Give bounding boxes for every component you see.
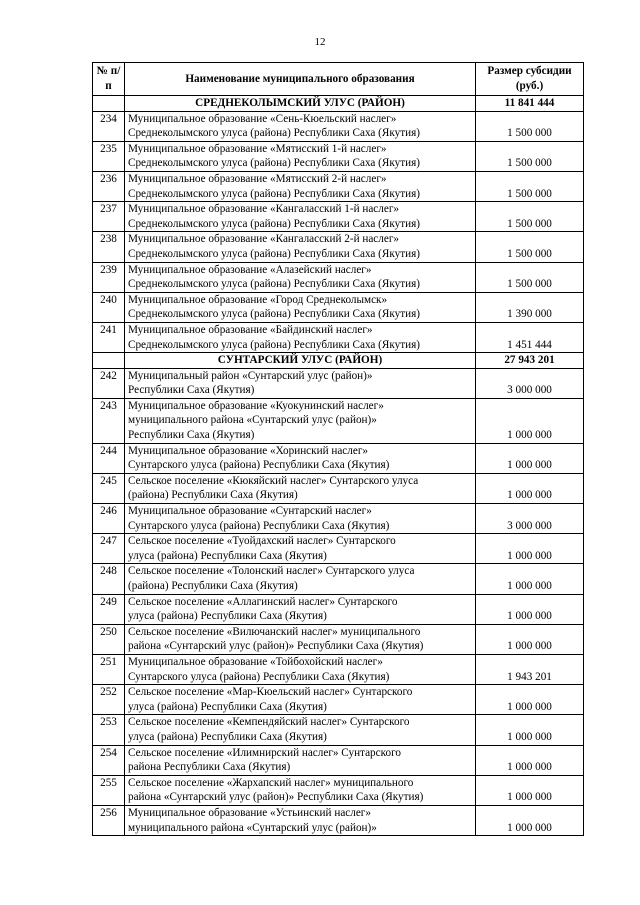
name-line: Сельское поселение «Мар-Кюельский наслег» Сунтарского — [128, 686, 413, 699]
name-line: Муниципальное образование «Мятисский 2-й наслег» — [128, 172, 387, 185]
row-number: 235 — [93, 141, 125, 171]
municipality-name — [125, 685, 476, 715]
municipality-name — [125, 654, 476, 684]
table-row — [93, 594, 584, 624]
name-line: Сельское поселение «Илимнирский наслег» Сунтарского — [128, 746, 401, 759]
row-number: 246 — [93, 504, 125, 534]
row-number: 245 — [93, 473, 125, 503]
name-line: Муниципальное образование «Сень-Кюельский наслег» — [128, 112, 397, 125]
subsidy-amount: 1 500 000 — [476, 262, 584, 292]
table-row — [93, 202, 584, 232]
name-line: Муниципальное образование «Алазейский наслег» — [128, 263, 372, 276]
subsidy-amount: 1 451 444 — [476, 322, 584, 352]
name-line: Сунтарского улуса (района) Республики Саха (Якутия) — [128, 459, 390, 472]
row-number: 243 — [93, 398, 125, 443]
subsidy-amount: 1 000 000 — [476, 715, 584, 745]
municipality-name — [125, 232, 476, 262]
subsidy-amount: 1 500 000 — [476, 232, 584, 262]
name-line: Сунтарского улуса (района) Республики Саха (Якутия) — [128, 519, 390, 532]
name-line: Сунтарского улуса (района) Республики Саха (Якутия) — [128, 670, 390, 683]
subsidy-amount: 3 000 000 — [476, 368, 584, 398]
district-name: СРЕДНЕКОЛЫМСКИЙ УЛУС (РАЙОН) — [125, 96, 476, 112]
column-header-amount: Размер субсидии (руб.) — [476, 63, 584, 96]
table-row — [93, 564, 584, 594]
name-line: Республики Саха (Якутия) — [128, 429, 255, 442]
municipality-name — [125, 398, 476, 443]
name-line: Муниципальное образование «Байдинский наслег» — [128, 323, 373, 336]
municipality-name — [125, 141, 476, 171]
name-line: Муниципальное образование «Город Среднеколымск» — [128, 293, 388, 306]
district-row — [93, 353, 584, 369]
row-number: 250 — [93, 624, 125, 654]
page-number: 12 — [314, 36, 326, 48]
subsidy-amount: 3 000 000 — [476, 504, 584, 534]
name-line: улуса (района) Республики Саха (Якутия) — [128, 730, 327, 743]
subsidy-amount: 1 000 000 — [476, 443, 584, 473]
municipality-name — [125, 624, 476, 654]
name-line: Муниципальное образование «Устьинский наслег» — [128, 806, 371, 819]
table-row — [93, 685, 584, 715]
row-number: 241 — [93, 322, 125, 352]
table-row — [93, 504, 584, 534]
row-number: 247 — [93, 534, 125, 564]
column-header-number: № п/п — [93, 63, 125, 96]
municipality-name — [125, 473, 476, 503]
row-number: 251 — [93, 654, 125, 684]
name-line: Муниципальное образование «Тойбохойский наслег» — [128, 655, 383, 668]
row-number: 244 — [93, 443, 125, 473]
row-number: 252 — [93, 685, 125, 715]
subsidy-amount: 1 000 000 — [476, 745, 584, 775]
table-row — [93, 292, 584, 322]
name-line: Среднеколымского улуса (района) Республики Саха (Якутия) — [128, 247, 420, 260]
name-line: Муниципальный район «Сунтарский улус (район)» — [128, 369, 373, 382]
name-line: Среднеколымского улуса (района) Республики Саха (Якутия) — [128, 157, 420, 170]
name-line: района Республики Саха (Якутия) — [128, 761, 291, 774]
district-row — [93, 96, 584, 112]
row-number: 254 — [93, 745, 125, 775]
name-line: Муниципальное образование «Кангаласский 1-й наслег» — [128, 203, 400, 216]
name-line: Муниципальное образование «Сунтарский наслег» — [128, 505, 372, 518]
subsidy-amount: 1 000 000 — [476, 473, 584, 503]
district-total: 27 943 201 — [476, 353, 584, 369]
municipality-name — [125, 564, 476, 594]
name-line: Среднеколымского улуса (района) Республики Саха (Якутия) — [128, 217, 420, 230]
row-number: 256 — [93, 805, 125, 835]
subsidy-amount: 1 500 000 — [476, 171, 584, 201]
name-line: Сельское поселение «Толонский наслег» Сунтарского улуса — [128, 565, 415, 578]
name-line: улуса (района) Республики Саха (Якутия) — [128, 700, 327, 713]
table-row — [93, 262, 584, 292]
table-row — [93, 111, 584, 141]
table-row — [93, 443, 584, 473]
row-number: 255 — [93, 775, 125, 805]
name-line: Сельское поселение «Жархапский наслег» муниципального — [128, 776, 414, 789]
subsidy-amount: 1 000 000 — [476, 564, 584, 594]
table-row — [93, 473, 584, 503]
table-row — [93, 322, 584, 352]
municipality-name — [125, 322, 476, 352]
municipality-name — [125, 775, 476, 805]
subsidy-amount: 1 000 000 — [476, 805, 584, 835]
subsidy-amount: 1 000 000 — [476, 624, 584, 654]
column-header-name: Наименование муниципального образования — [125, 63, 476, 96]
name-line: муниципального района «Сунтарский улус (район)» — [128, 414, 377, 427]
name-line: улуса (района) Республики Саха (Якутия) — [128, 549, 327, 562]
subsidy-amount: 1 500 000 — [476, 111, 584, 141]
name-line: Муниципальное образование «Куокунинский наслег» — [128, 399, 384, 412]
row-number: 249 — [93, 594, 125, 624]
table-body — [93, 96, 584, 836]
subsidy-amount: 1 943 201 — [476, 654, 584, 684]
municipality-name — [125, 504, 476, 534]
municipality-name — [125, 594, 476, 624]
row-number: 238 — [93, 232, 125, 262]
row-number: 253 — [93, 715, 125, 745]
subsidy-amount: 1 390 000 — [476, 292, 584, 322]
subsidy-amount: 1 500 000 — [476, 202, 584, 232]
table-header-row — [93, 63, 584, 96]
name-line: улуса (района) Республики Саха (Якутия) — [128, 610, 327, 623]
district-name: СУНТАРСКИЙ УЛУС (РАЙОН) — [125, 353, 476, 369]
municipality-name — [125, 443, 476, 473]
table-row — [93, 141, 584, 171]
table-row — [93, 715, 584, 745]
table-row — [93, 171, 584, 201]
municipality-name — [125, 111, 476, 141]
district-number-cell — [93, 353, 125, 369]
municipality-name — [125, 202, 476, 232]
name-line: Среднеколымского улуса (района) Республики Саха (Якутия) — [128, 278, 420, 291]
name-line: Среднеколымского улуса (района) Республики Саха (Якутия) — [128, 338, 420, 351]
subsidy-table — [92, 62, 584, 836]
name-line: Муниципальное образование «Хоринский наслег» — [128, 444, 369, 457]
name-line: района «Сунтарский улус (район)» Республики Саха (Якутия) — [128, 640, 424, 653]
row-number: 237 — [93, 202, 125, 232]
subsidy-amount: 1 000 000 — [476, 685, 584, 715]
subsidy-amount: 1 500 000 — [476, 141, 584, 171]
municipality-name — [125, 715, 476, 745]
subsidy-amount: 1 000 000 — [476, 398, 584, 443]
name-line: Сельское поселение «Кемпендяйский наслег» Сунтарского — [128, 716, 410, 729]
municipality-name — [125, 262, 476, 292]
name-line: Муниципальное образование «Кангаласский 2-й наслег» — [128, 233, 400, 246]
name-line: района «Сунтарский улус (район)» Республики Саха (Якутия) — [128, 791, 424, 804]
subsidy-amount: 1 000 000 — [476, 594, 584, 624]
table-row — [93, 775, 584, 805]
row-number: 242 — [93, 368, 125, 398]
municipality-name — [125, 368, 476, 398]
row-number: 240 — [93, 292, 125, 322]
table-row — [93, 654, 584, 684]
table-row — [93, 805, 584, 835]
row-number: 239 — [93, 262, 125, 292]
municipality-name — [125, 171, 476, 201]
table-row — [93, 398, 584, 443]
municipality-name — [125, 805, 476, 835]
table-row — [93, 745, 584, 775]
name-line: Сельское поселение «Вилючанский наслег» муниципального — [128, 625, 421, 638]
subsidy-amount: 1 000 000 — [476, 534, 584, 564]
district-number-cell — [93, 96, 125, 112]
row-number: 234 — [93, 111, 125, 141]
name-line: Муниципальное образование «Мятисский 1-й наслег» — [128, 142, 387, 155]
name-line: Сельское поселение «Туойдахский наслег» Сунтарского — [128, 535, 396, 548]
name-line: Республики Саха (Якутия) — [128, 384, 255, 397]
row-number: 236 — [93, 171, 125, 201]
municipality-name — [125, 745, 476, 775]
table-row — [93, 534, 584, 564]
table-row — [93, 368, 584, 398]
name-line: (района) Республики Саха (Якутия) — [128, 580, 298, 592]
name-line: Среднеколымского улуса (района) Республики Саха (Якутия) — [128, 308, 420, 321]
district-total: 11 841 444 — [476, 96, 584, 112]
row-number: 248 — [93, 564, 125, 594]
municipality-name — [125, 292, 476, 322]
name-line: Сельское поселение «Аллагинский наслег» Сунтарского — [128, 595, 398, 608]
table-row — [93, 624, 584, 654]
name-line: Среднеколымского улуса (района) Республики Саха (Якутия) — [128, 187, 420, 200]
name-line: муниципального района «Сунтарский улус (район)» — [128, 821, 377, 834]
municipality-name — [125, 534, 476, 564]
name-line: Сельское поселение «Кюкяйский наслег» Сунтарского улуса — [128, 474, 419, 487]
name-line: (района) Республики Саха (Якутия) — [128, 489, 298, 502]
subsidy-amount: 1 000 000 — [476, 775, 584, 805]
table-row — [93, 232, 584, 262]
name-line: Среднеколымского улуса (района) Республики Саха (Якутия) — [128, 127, 420, 140]
